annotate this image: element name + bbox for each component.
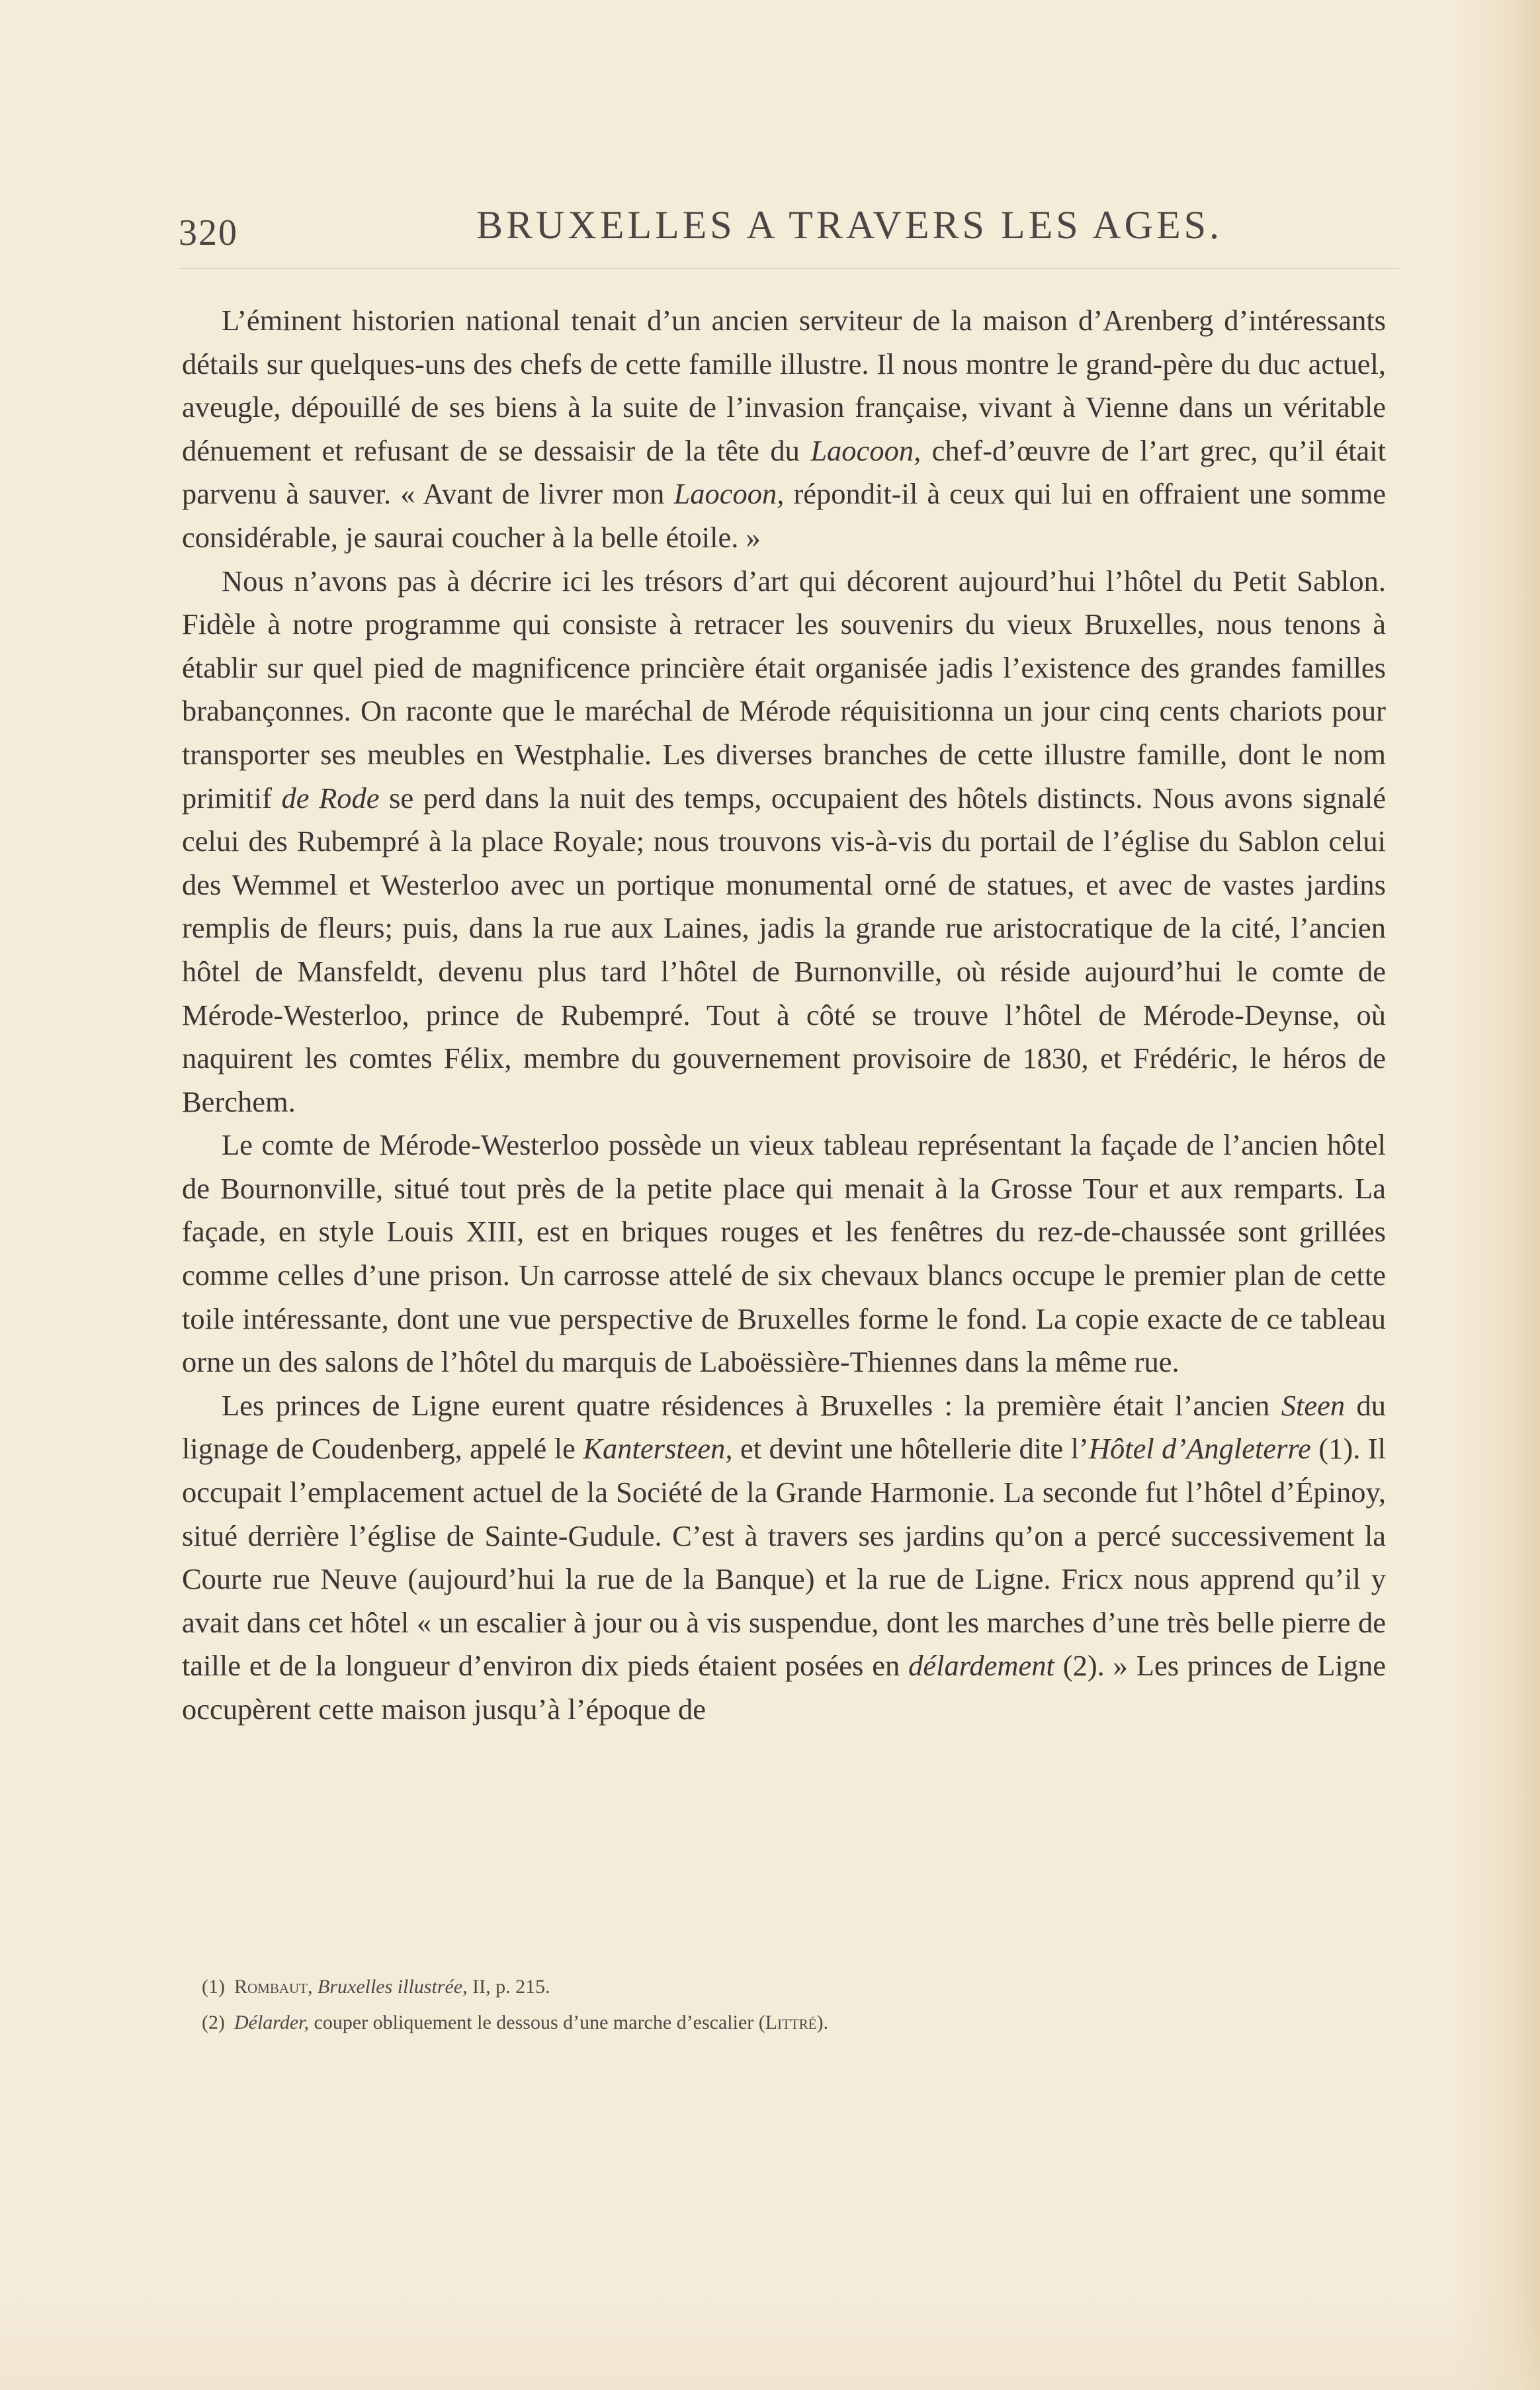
text-run: (2). » Les princes de Ligne occupèrent cette maison jusqu’à l’époque de (182, 1649, 1386, 1726)
text-run: , (308, 1976, 318, 1998)
paragraph (182, 560, 1386, 1124)
text-run: Rombaut (234, 1976, 308, 1998)
text-run: Les princes de Ligne eurent quatre résidences à Bruxelles : la première était l’ancien (222, 1388, 1281, 1422)
text-run: répondit-il à ceux qui lui en offraient une somme considérable, je saurai coucher à la belle étoile. » (182, 477, 1386, 554)
footnotes (202, 1969, 1379, 2041)
italic-text: de Rode (281, 781, 380, 815)
text-run: ). (816, 2012, 829, 2033)
running-title: BRUXELLES A TRAVERS LES AGES. (476, 203, 1222, 247)
text-run: L’éminent historien national tenait d’un ancien serviteur de la maison d’Arenberg d’intéressants détails sur quelques-uns des chefs de cette famille illustre. Il nous montre le grand-père du duc actuel, aveugle, dépouillé de ses biens à la suite de l’invasion française, vivant à Vienne dans un véritable dénuement et refusant de se dessaisir de la tête du (182, 304, 1386, 467)
italic-text: Hôtel d’Angleterre (1088, 1432, 1311, 1466)
text-run: (1). Il occupait l’emplacement actuel de la Société de la Grande Harmonie. La seconde fut l’hôtel d’Épinoy, situé derrière l’église de Sainte-Gudule. C’est à travers ses jardins qu’on a percé successivement la Courte rue Neuve (aujourd’hui la rue de la Banque) et la rue de Ligne. Fricx nous apprend qu’il y avait dans cet hôtel « un escalier à jour ou à vis suspendue, dont les marches d’une très belle pierre de taille et de la longueur d’environ dix pieds étaient posées en (182, 1432, 1386, 1683)
italic-text: Laocoon, (810, 433, 921, 467)
text-run: II, p. 215. (467, 1976, 550, 1998)
page-edge-shadow (1454, 0, 1540, 2390)
paragraph (182, 1124, 1386, 1384)
text-run: Nous n’avons pas à décrire ici les trésors d’art qui décorent aujourd’hui l’hôtel du Petit Sablon. Fidèle à notre programme qui consiste à retracer les souvenirs du vieux Bruxelles, nous tenons à établir sur quel pied de magnificence princière était organisée jadis l’existence des grandes familles brabançonnes. On raconte que le maréchal de Mérode réquisitionna un jour cinq cents chariots pour transporter ses meubles en Westphalie. Les diverses branches de cette illustre famille, dont le nom primitif (182, 564, 1386, 815)
page-number: 320 (179, 212, 238, 253)
italic-text: Bruxelles illustrée, (318, 1976, 468, 1998)
page-bottom-shade (0, 2297, 1540, 2390)
italic-text: Délarder, (234, 2012, 310, 2033)
footnote-number: (2) (202, 2012, 225, 2033)
text-run: Littré (765, 2012, 817, 2033)
footnote (202, 2005, 1379, 2041)
running-header (179, 199, 1399, 258)
italic-text: délardement (908, 1649, 1054, 1683)
text-run: chef-d’œuvre de l’art grec, qu’il était parvenu à sauver. « Avant de livrer mon (182, 433, 1386, 511)
body-text (182, 299, 1386, 1732)
italic-text: Kantersteen, (583, 1432, 733, 1466)
italic-text: Laocoon, (673, 477, 785, 511)
footnote-number: (1) (202, 1976, 225, 1998)
text-run: se perd dans la nuit des temps, occupaient des hôtels distincts. Nous avons signalé celui des Rubempré à la place Royale; nous trouvons vis-à-vis du portail de l’église du Sablon celui des Wemmel et Westerloo avec un portique monumental orné de statues, et avec de vastes jardins remplis de fleurs; puis, dans la rue aux Laines, jadis la grande rue aristocratique de la cité, l’ancien hôtel de Mansfeldt, devenu plus tard l’hôtel de Burnonville, où réside aujourd’hui le comte de Mérode-Westerloo, prince de Rubempré. Tout à côté se trouve l’hôtel de Mérode-Deynse, où naquirent les comtes Félix, membre du gouvernement provisoire de 1830, et Frédéric, le héros de Berchem. (182, 781, 1386, 1118)
header-rule (179, 268, 1399, 269)
footnote (202, 1969, 1379, 2005)
text-run: couper obliquement le dessous d’une marche d’escalier ( (309, 2012, 765, 2033)
text-run: Le comte de Mérode-Westerloo possède un vieux tableau représentant la façade de l’ancien hôtel de Bournonville, situé tout près de la petite place qui menait à la Grosse Tour et aux remparts. La façade, en style Louis XIII, est en briques rouges et les fenêtres du rez-de-chaussée sont grillées comme celles d’une prison. Un carrosse attelé de six chevaux blancs occupe le premier plan de cette toile intéressante, dont une vue perspective de Bruxelles forme le fond. La copie exacte de ce tableau orne un des salons de l’hôtel du marquis de Laboëssière-Thiennes dans la même rue. (182, 1128, 1386, 1379)
text-run: du lignage de Coudenberg, appelé le (182, 1388, 1386, 1466)
paragraph (182, 299, 1386, 560)
paragraph (182, 1384, 1386, 1732)
text-run: et devint une hôtellerie dite l’ (732, 1432, 1089, 1466)
italic-text: Steen (1281, 1388, 1346, 1422)
